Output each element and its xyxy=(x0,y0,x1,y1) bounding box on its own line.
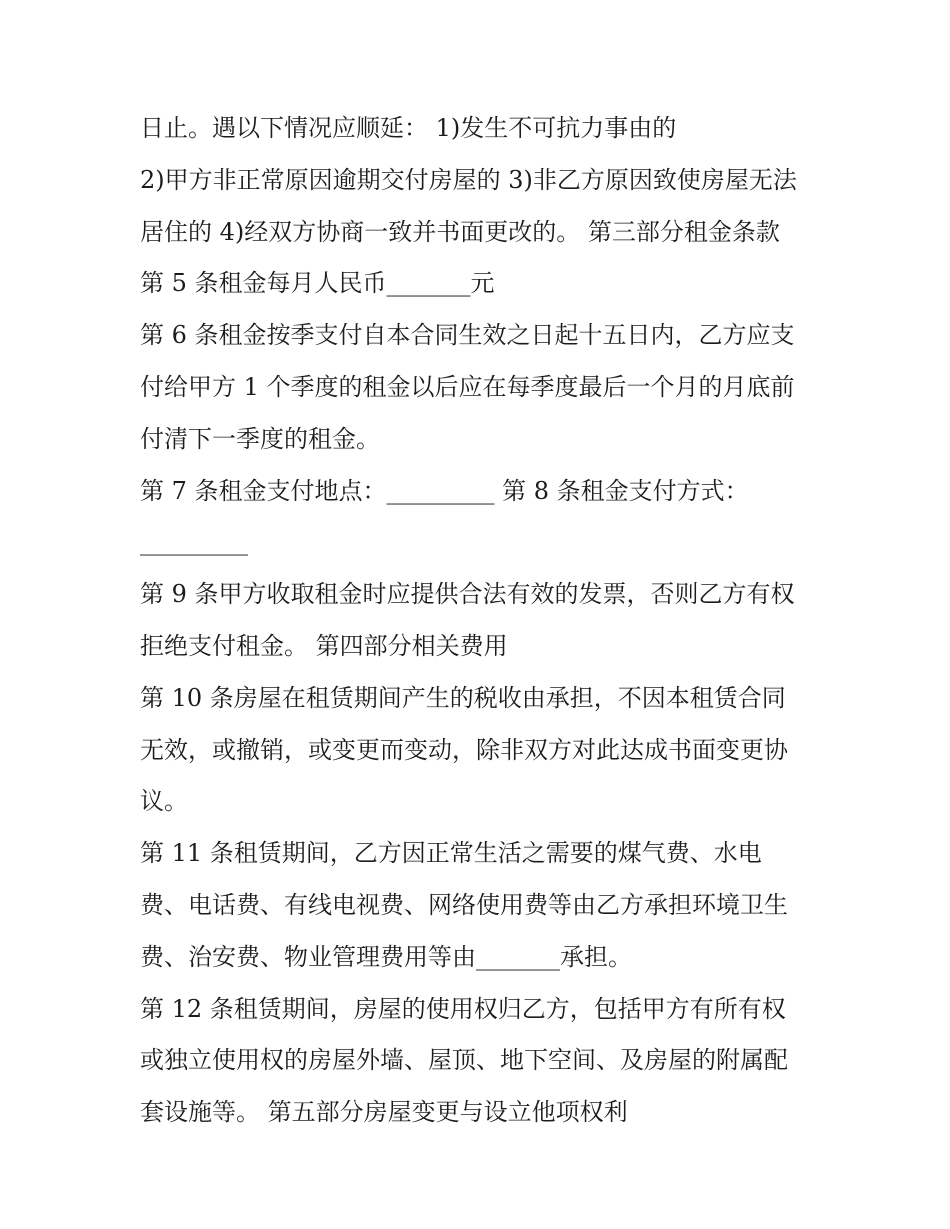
text-line: 第 7 条租金支付地点：_________ 第 8 条租金支付方式： xyxy=(140,476,749,505)
text-line: 套设施等。 第五部分房屋变更与设立他项权利 xyxy=(140,1098,628,1127)
text-line: 第 11 条租赁期间，乙方因正常生活之需要的煤气费、水电 xyxy=(140,839,762,868)
text-line: 费、电话费、有线电视费、网络使用费等由乙方承担环境卫生 xyxy=(140,890,788,919)
text-line: 付清下一季度的租金。 xyxy=(140,424,380,453)
text-line: 费、治安费、物业管理费用等由_______承担。 xyxy=(140,942,632,971)
text-line: 日止。遇以下情况应顺延： 1)发生不可抗力事由的 xyxy=(140,114,677,142)
text-line: 或独立使用权的房屋外墙、屋顶、地下空间、及房屋的附属配 xyxy=(140,1046,788,1075)
text-line: 居住的 4)经双方协商一致并书面更改的。 第三部分租金条款 xyxy=(140,217,780,246)
text-line: 无效，或撤销，或变更而变动，除非双方对此达成书面变更协 xyxy=(140,735,788,764)
text-line: 第 9 条甲方收取租金时应提供合法有效的发票，否则乙方有权 xyxy=(140,580,795,609)
document-body xyxy=(140,103,830,1139)
text-line: 2)甲方非正常原因逾期交付房屋的 3)非乙方原因致使房屋无法 xyxy=(140,165,797,194)
text-line: 拒绝支付租金。 第四部分相关费用 xyxy=(140,631,508,660)
text-line: 付给甲方 1 个季度的租金以后应在每季度最后一个月的月底前 xyxy=(140,372,795,401)
text-line: 第 10 条房屋在租赁期间产生的税收由承担，不因本租赁合同 xyxy=(140,683,786,712)
text-line: 第 6 条租金按季支付自本合同生效之日起十五日内，乙方应支 xyxy=(140,321,795,350)
text-line: _________ xyxy=(140,528,248,557)
text-line: 第 5 条租金每月人民币_______元 xyxy=(140,269,495,298)
text-line: 第 12 条租赁期间，房屋的使用权归乙方，包括甲方有所有权 xyxy=(140,994,786,1023)
text-line: 议。 xyxy=(140,787,188,816)
